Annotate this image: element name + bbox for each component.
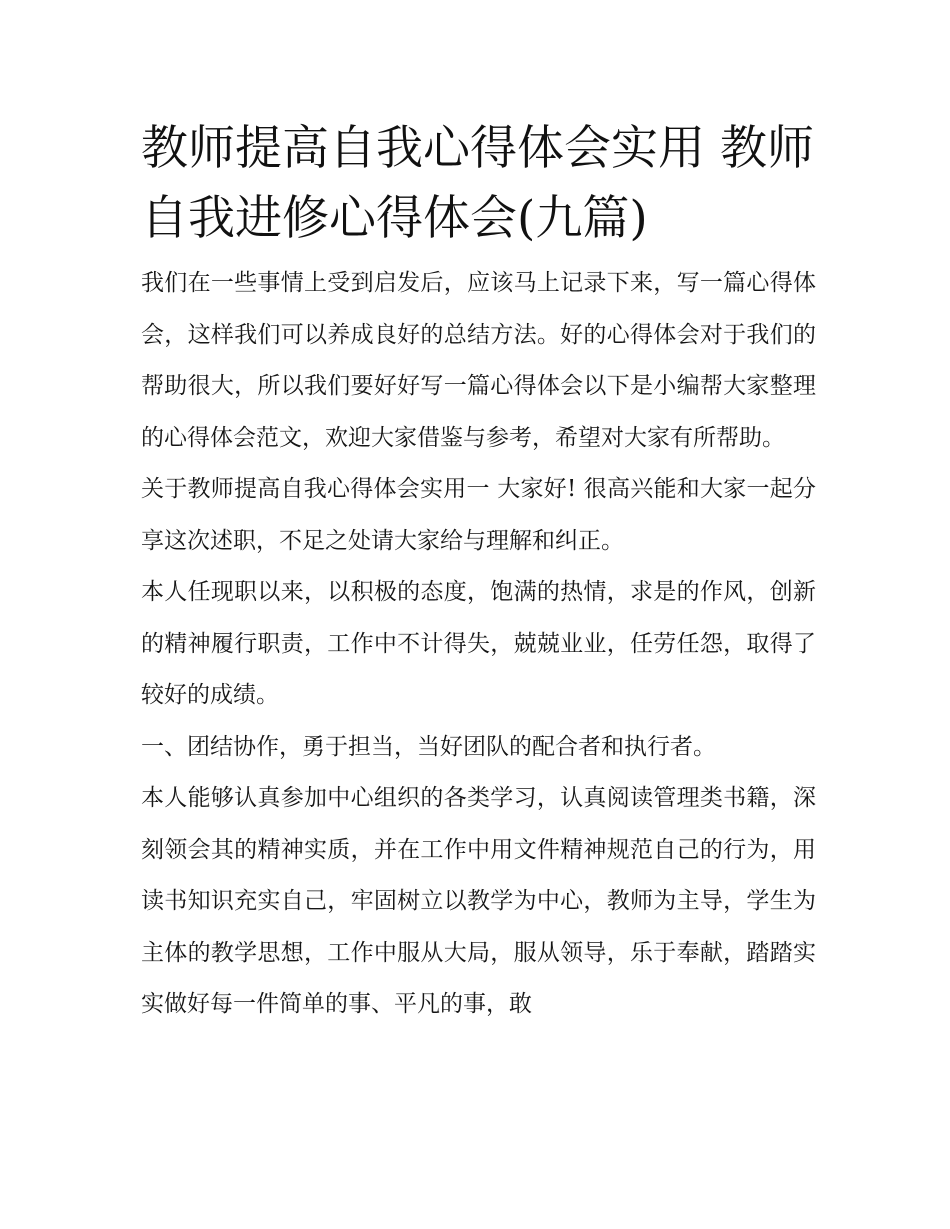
paragraph-summary: 本人任现职以来，以积极的态度，饱满的热情，求是的作风，创新的精神履行职责，工作中不计得失，兢兢业业，任劳任怨，取得了较好的成绩。 — [141, 579, 816, 708]
paragraph-intro: 我们在一些事情上受到启发后，应该马上记录下来，写一篇心得体会，这样我们可以养成良好的总结方法。好的心得体会对于我们的帮助很大，所以我们要好好写一篇心得体会以下是小编帮大家整理的心得体会范文，欢迎大家借鉴与参考，希望对大家有所帮助。 — [141, 270, 816, 451]
paragraph-greeting: 关于教师提高自我心得体会实用一 大家好! 很高兴能和大家一起分享这次述职，不足之处请大家给与理解和纠正。 — [141, 476, 816, 554]
paragraph-section-1: 本人能够认真参加中心组织的各类学习，认真阅读管理类书籍，深刻领会其的精神实质，并在工作中用文件精神规范自己的行为，用读书知识充实自己，牢固树立以教学为中心，教师为主导，学生为主体的教学思想，工作中服从大局，服从领导，乐于奉献，踏踏实实做好每一件简单的事、平凡的事，敢 — [141, 785, 816, 1017]
document-title: 教师提高自我心得体会实用 教师自我进修心得体会(九篇) — [141, 121, 814, 246]
document-body — [141, 114, 816, 1031]
section-heading-1: 一、团结协作，勇于担当，当好团队的配合者和执行者。 — [141, 733, 716, 760]
